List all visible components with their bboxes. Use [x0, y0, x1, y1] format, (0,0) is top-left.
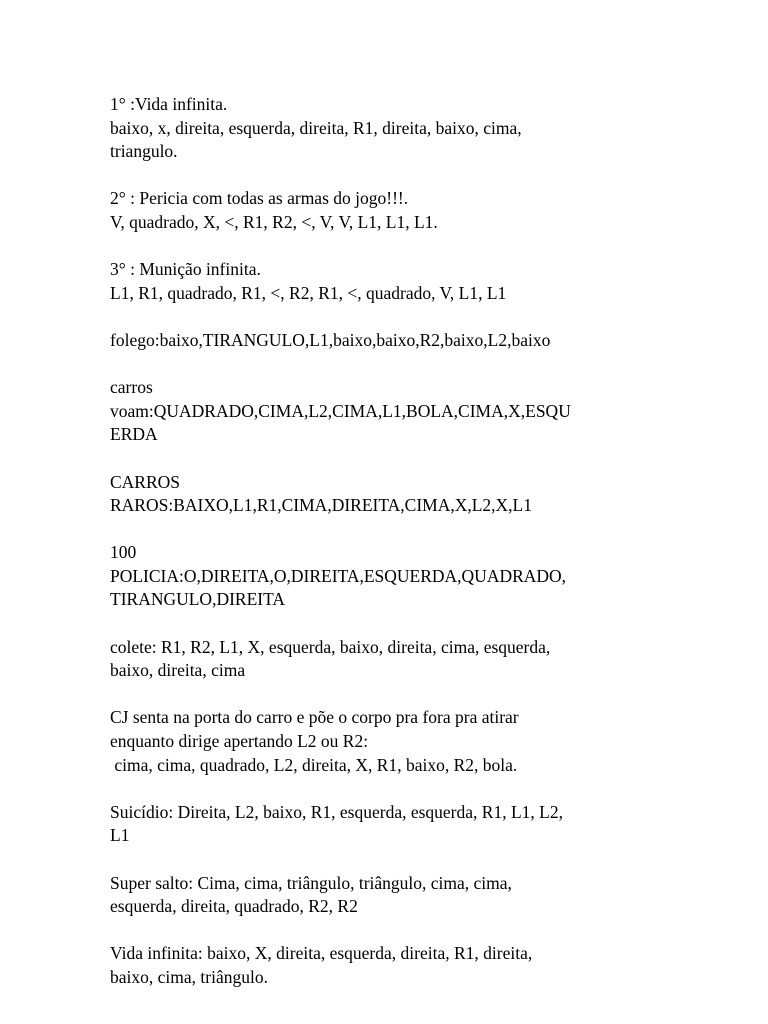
cheat-code: POLICIA:O,DIREITA,O,DIREITA,ESQUERDA,QUADRADO,: [110, 565, 567, 586]
cheat-block-9: [110, 706, 670, 777]
cheat-block-11: [110, 872, 670, 919]
cheat-code: Suicídio: Direita, L2, baixo, R1, esquerda, esquerda, R1, L1, L2,: [110, 801, 563, 822]
cheat-title: 3° : Munição infinita.: [110, 259, 261, 280]
cheat-code: esquerda, direita, quadrado, R2, R2: [110, 896, 358, 917]
cheat-code: baixo, cima, triângulo.: [110, 966, 268, 987]
cheat-title: enquanto dirige apertando L2 ou R2:: [110, 731, 369, 752]
cheat-code: L1, R1, quadrado, R1, <, R2, R1, <, quadrado, V, L1, L1: [110, 282, 507, 303]
cheat-title: 100: [110, 542, 137, 563]
cheat-code: cima, cima, quadrado, L2, direita, X, R1, baixo, R2, bola.: [110, 754, 518, 775]
cheat-code: Vida infinita: baixo, X, direita, esquerda, direita, R1, direita,: [110, 943, 533, 964]
cheat-code: voam:QUADRADO,CIMA,L2,CIMA,L1,BOLA,CIMA,X,ESQU: [110, 400, 571, 421]
cheat-code: Super salto: Cima, cima, triângulo, triângulo, cima, cima,: [110, 872, 512, 893]
document-page: [110, 93, 670, 1013]
cheat-code: TIRANGULO,DIREITA: [110, 589, 286, 610]
cheat-title: 1° :Vida infinita.: [110, 94, 228, 114]
cheat-block-7: [110, 541, 670, 612]
cheat-code: baixo, x, direita, esquerda, direita, R1, direita, baixo, cima,: [110, 117, 522, 138]
cheat-title: CJ senta na porta do carro e põe o corpo pra fora pra atirar: [110, 707, 519, 728]
cheat-block-5: [110, 376, 670, 447]
cheat-block-1: [110, 93, 670, 164]
cheat-code: L1: [110, 825, 130, 846]
cheat-title: carros: [110, 377, 153, 398]
cheat-code: V, quadrado, X, <, R1, R2, <, V, V, L1, L1, L1.: [110, 211, 438, 232]
cheat-title: CARROS: [110, 471, 181, 492]
cheat-block-8: [110, 636, 670, 683]
cheat-block-10: [110, 801, 670, 848]
cheat-block-3: [110, 258, 670, 305]
cheat-code: ERDA: [110, 424, 158, 445]
cheat-block-4: [110, 329, 670, 353]
cheat-code: RAROS:BAIXO,L1,R1,CIMA,DIREITA,CIMA,X,L2,X,L1: [110, 495, 532, 516]
cheat-block-6: [110, 471, 670, 518]
cheat-code: triangulo.: [110, 141, 178, 162]
cheat-code: colete: R1, R2, L1, X, esquerda, baixo, direita, cima, esquerda,: [110, 636, 551, 657]
cheat-block-12: [110, 942, 670, 989]
cheat-block-2: [110, 187, 670, 234]
cheat-code: baixo, direita, cima: [110, 660, 246, 681]
cheat-code: folego:baixo,TIRANGULO,L1,baixo,baixo,R2,baixo,L2,baixo: [110, 329, 551, 350]
cheat-title: 2° : Pericia com todas as armas do jogo!!!.: [110, 188, 409, 209]
